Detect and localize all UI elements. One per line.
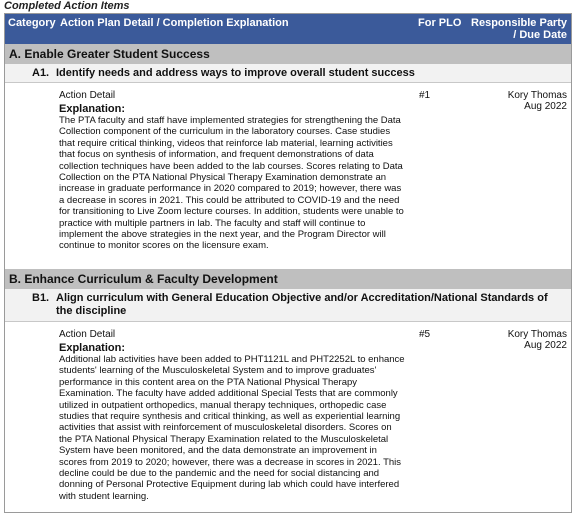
header-plo: For PLO	[418, 17, 462, 29]
party-name: Kory Thomas	[507, 90, 567, 101]
header-detail: Action Plan Detail / Completion Explanation	[60, 17, 289, 29]
due-date: Aug 2022	[524, 101, 567, 112]
table-header	[5, 14, 571, 44]
action-detail-label: Action Detail	[59, 90, 116, 101]
page-caption: Completed Action Items	[4, 0, 130, 12]
plo-value: #5	[419, 329, 431, 340]
party-name: Kory Thomas	[507, 329, 567, 340]
objective-text: Identify needs and address ways to improve overall student success	[56, 67, 415, 79]
header-responsible-party	[457, 17, 567, 41]
objective-row-a1	[5, 64, 571, 83]
header-party-line2: / Due Date	[513, 29, 567, 41]
objective-number: A1.	[32, 67, 50, 79]
header-category: Category	[8, 17, 56, 29]
responsible-party	[457, 329, 567, 351]
header-party-line1: Responsible Party	[471, 17, 567, 29]
explanation-text: Additional lab activities have been added to PHT1121L and PHT2252L to enhance students' learning of the Musculoskeletal System and to improve graduates' performance in this content area on the PTA National Physical Therapy Examination. The faculty have added additional Special Tests that are commonly utilized in outpatient orthopedics, manual therapy techniques, orthopedic case studies that require synthesis and critical thinking, as well as experiential learning activities that assist with reinforcement of musculoskeletal disorders. Scores on the PTA National Physical Therapy Examination related to the Musculoskeletal System have been monitored, and the data demonstrate an improvement in scores from 2019 to 2020; however, there was a decrease in scores in 2021. This decline could be due to the pandemic and the need for social distancing and donning of Personal Protective Equipment during lab which could have interfered with student learning.	[59, 354, 405, 502]
objective-text: Align curriculum with General Education Objective and/or Accreditation/National Standards of the discipline	[56, 292, 548, 317]
action-entry-b1	[5, 322, 571, 512]
explanation-text: The PTA faculty and staff have implemented strategies for strengthening the Data Collection component of the curriculum in the laboratory courses. Case studies that require critical thinking, videos that reinforce lab material, learning activities that focus on synthesis of information, and frequent demonstrations of data collection techniques have been added to the lab courses. Scores relating to Data Collection on the PTA National Physical Therapy Examination demonstrate an increase in graduate performance in 2020 compared to 2019; however, there was a decrease in scores in 2021. This could be attributed to COVID-19 and the need for transitioning to Live Zoom lecture courses. In addition, students were unable to practice with multiple partners in lab. The faculty and staff will continue to implement the above strategies in the next year, and the Program Director will continue to monitor scores on the licensure exam.	[59, 115, 404, 252]
action-items-table	[4, 13, 572, 513]
responsible-party	[457, 90, 567, 112]
action-detail-label: Action Detail	[59, 329, 116, 340]
plo-value: #1	[419, 90, 431, 101]
section-heading-a: A. Enable Greater Student Success	[5, 44, 571, 64]
due-date: Aug 2022	[524, 340, 567, 351]
explanation-title: Explanation:	[59, 342, 126, 354]
objective-number: B1.	[32, 292, 50, 304]
explanation-title: Explanation:	[59, 103, 126, 115]
section-heading-b: B. Enhance Curriculum & Faculty Development	[5, 269, 571, 289]
objective-row-b1	[5, 289, 571, 322]
action-entry-a1	[5, 83, 571, 269]
